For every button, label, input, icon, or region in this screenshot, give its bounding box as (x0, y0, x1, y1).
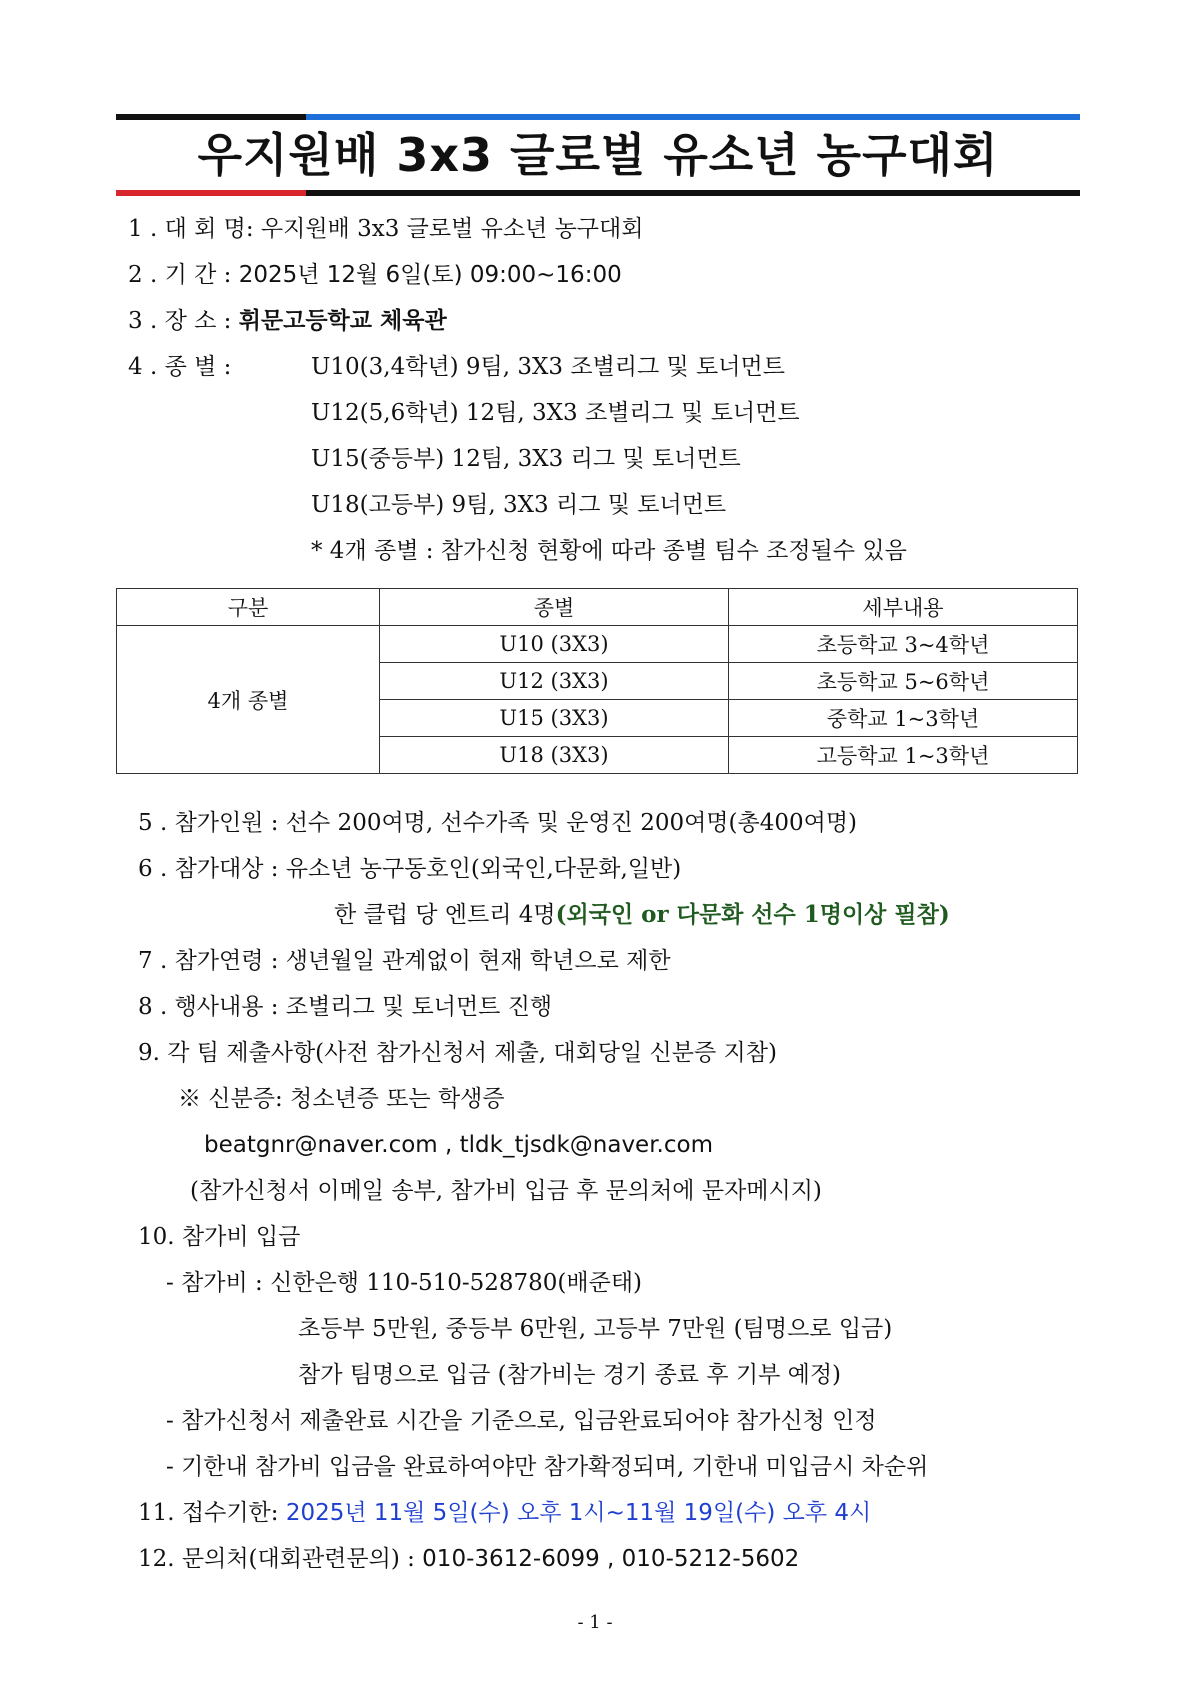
item-12-label: 12. 문의처(대회관련문의) : (138, 1546, 415, 1572)
item-6-entry-text: 한 클럽 당 엔트리 4명 (334, 902, 556, 928)
item-3-value: 휘문고등학교 체육관 (238, 307, 447, 334)
table-cell-kind: U15 (3X3) (380, 700, 729, 737)
item-10-rule-2: - 기한내 참가비 입금을 완료하여야만 참가확정되며, 기한내 미입금시 차순위 (166, 1454, 929, 1480)
item-2-value: 2025년 12월 6일(토) 09:00~16:00 (238, 262, 622, 288)
item-4-divisions-label: 4 . 종 별 : (128, 354, 232, 380)
table-header: 종별 (380, 589, 729, 626)
title-top-bar (116, 114, 1080, 120)
table-cell-kind: U12 (3X3) (380, 663, 729, 700)
division-table (116, 588, 1078, 774)
item-6-entry-rule (334, 900, 950, 930)
item-6-target: 6 . 참가대상 : 유소년 농구동호인(외국인,다문화,일반) (138, 856, 682, 882)
table-cell-detail: 중학교 1~3학년 (729, 700, 1078, 737)
item-1-event-name: 1 . 대 회 명: 우지원배 3x3 글로벌 유소년 농구대회 (128, 216, 644, 242)
table-header-row (117, 589, 1078, 626)
table-row (117, 626, 1078, 663)
item-9-id-note: ※ 신분증: 청소년증 또는 학생증 (178, 1086, 505, 1112)
item-11-deadline (138, 1498, 871, 1528)
table-cell-detail: 초등학교 3~4학년 (729, 626, 1078, 663)
item-12-value: 010-3612-6099 , 010-5212-5602 (422, 1546, 800, 1572)
item-4-note: * 4개 종별 : 참가신청 현황에 따라 종별 팀수 조정될수 있음 (311, 538, 907, 564)
item-9-emails[interactable]: beatgnr@naver.com , tldk_tjsdk@naver.com (204, 1132, 713, 1158)
item-10-rule-1: - 참가신청서 제출완료 시간을 기준으로, 입금완료되어야 참가신청 인정 (166, 1408, 877, 1434)
table-header: 구분 (117, 589, 380, 626)
item-2-period (128, 260, 622, 290)
table-cell-kind: U18 (3X3) (380, 737, 729, 774)
item-4-division-line: U10(3,4학년) 9팀, 3X3 조별리그 및 토너먼트 (311, 354, 785, 380)
item-11-value: 2025년 11월 5일(수) 오후 1시~11월 19일(수) 오후 4시 (285, 1500, 872, 1526)
item-8-program: 8 . 행사내용 : 조별리그 및 토너먼트 진행 (138, 994, 553, 1020)
table-cell-detail: 초등학교 5~6학년 (729, 663, 1078, 700)
table-group-label: 4개 종별 (117, 626, 380, 774)
item-3-label: 3 . 장 소 : (128, 308, 232, 334)
document-title: 우지원배 3x3 글로벌 유소년 농구대회 (197, 128, 999, 182)
item-10-fee-amounts: 초등부 5만원, 중등부 6만원, 고등부 7만원 (팀명으로 입금) (298, 1316, 893, 1342)
table-cell-detail: 고등학교 1~3학년 (729, 737, 1078, 774)
item-4-division-line: U18(고등부) 9팀, 3X3 리그 및 토너먼트 (311, 492, 727, 518)
page-number: - 1 - (577, 1612, 613, 1633)
item-7-age: 7 . 참가연령 : 생년월일 관계없이 현재 학년으로 제한 (138, 948, 671, 974)
item-2-label: 2 . 기 간 : (128, 262, 232, 288)
table-cell-kind: U10 (3X3) (380, 626, 729, 663)
item-9-instructions: (참가신청서 이메일 송부, 참가비 입금 후 문의처에 문자메시지) (190, 1178, 822, 1204)
item-10-fee-heading: 10. 참가비 입금 (138, 1224, 301, 1250)
item-11-label: 11. 접수기한: (138, 1500, 279, 1526)
item-5-participants: 5 . 참가인원 : 선수 200여명, 선수가족 및 운영진 200여명(총400여명) (138, 810, 858, 836)
item-3-venue (128, 306, 447, 336)
item-6-required-note: (외국인 or 다문화 선수 1명이상 필참) (555, 901, 950, 928)
item-9-submission: 9. 각 팀 제출사항(사전 참가신청서 제출, 대회당일 신분증 지참) (138, 1040, 777, 1066)
title-bottom-bar (116, 190, 1080, 196)
item-10-bank-account: - 참가비 : 신한은행 110-510-528780(배준태) (166, 1270, 643, 1296)
title-block (116, 114, 1080, 196)
item-4-division-line: U12(5,6학년) 12팀, 3X3 조별리그 및 토너먼트 (311, 400, 800, 426)
table-header: 세부내용 (729, 589, 1078, 626)
item-12-contact (138, 1544, 799, 1574)
item-10-fee-note: 참가 팀명으로 입금 (참가비는 경기 종료 후 기부 예정) (298, 1362, 842, 1388)
item-4-division-line: U15(중등부) 12팀, 3X3 리그 및 토너먼트 (311, 446, 741, 472)
